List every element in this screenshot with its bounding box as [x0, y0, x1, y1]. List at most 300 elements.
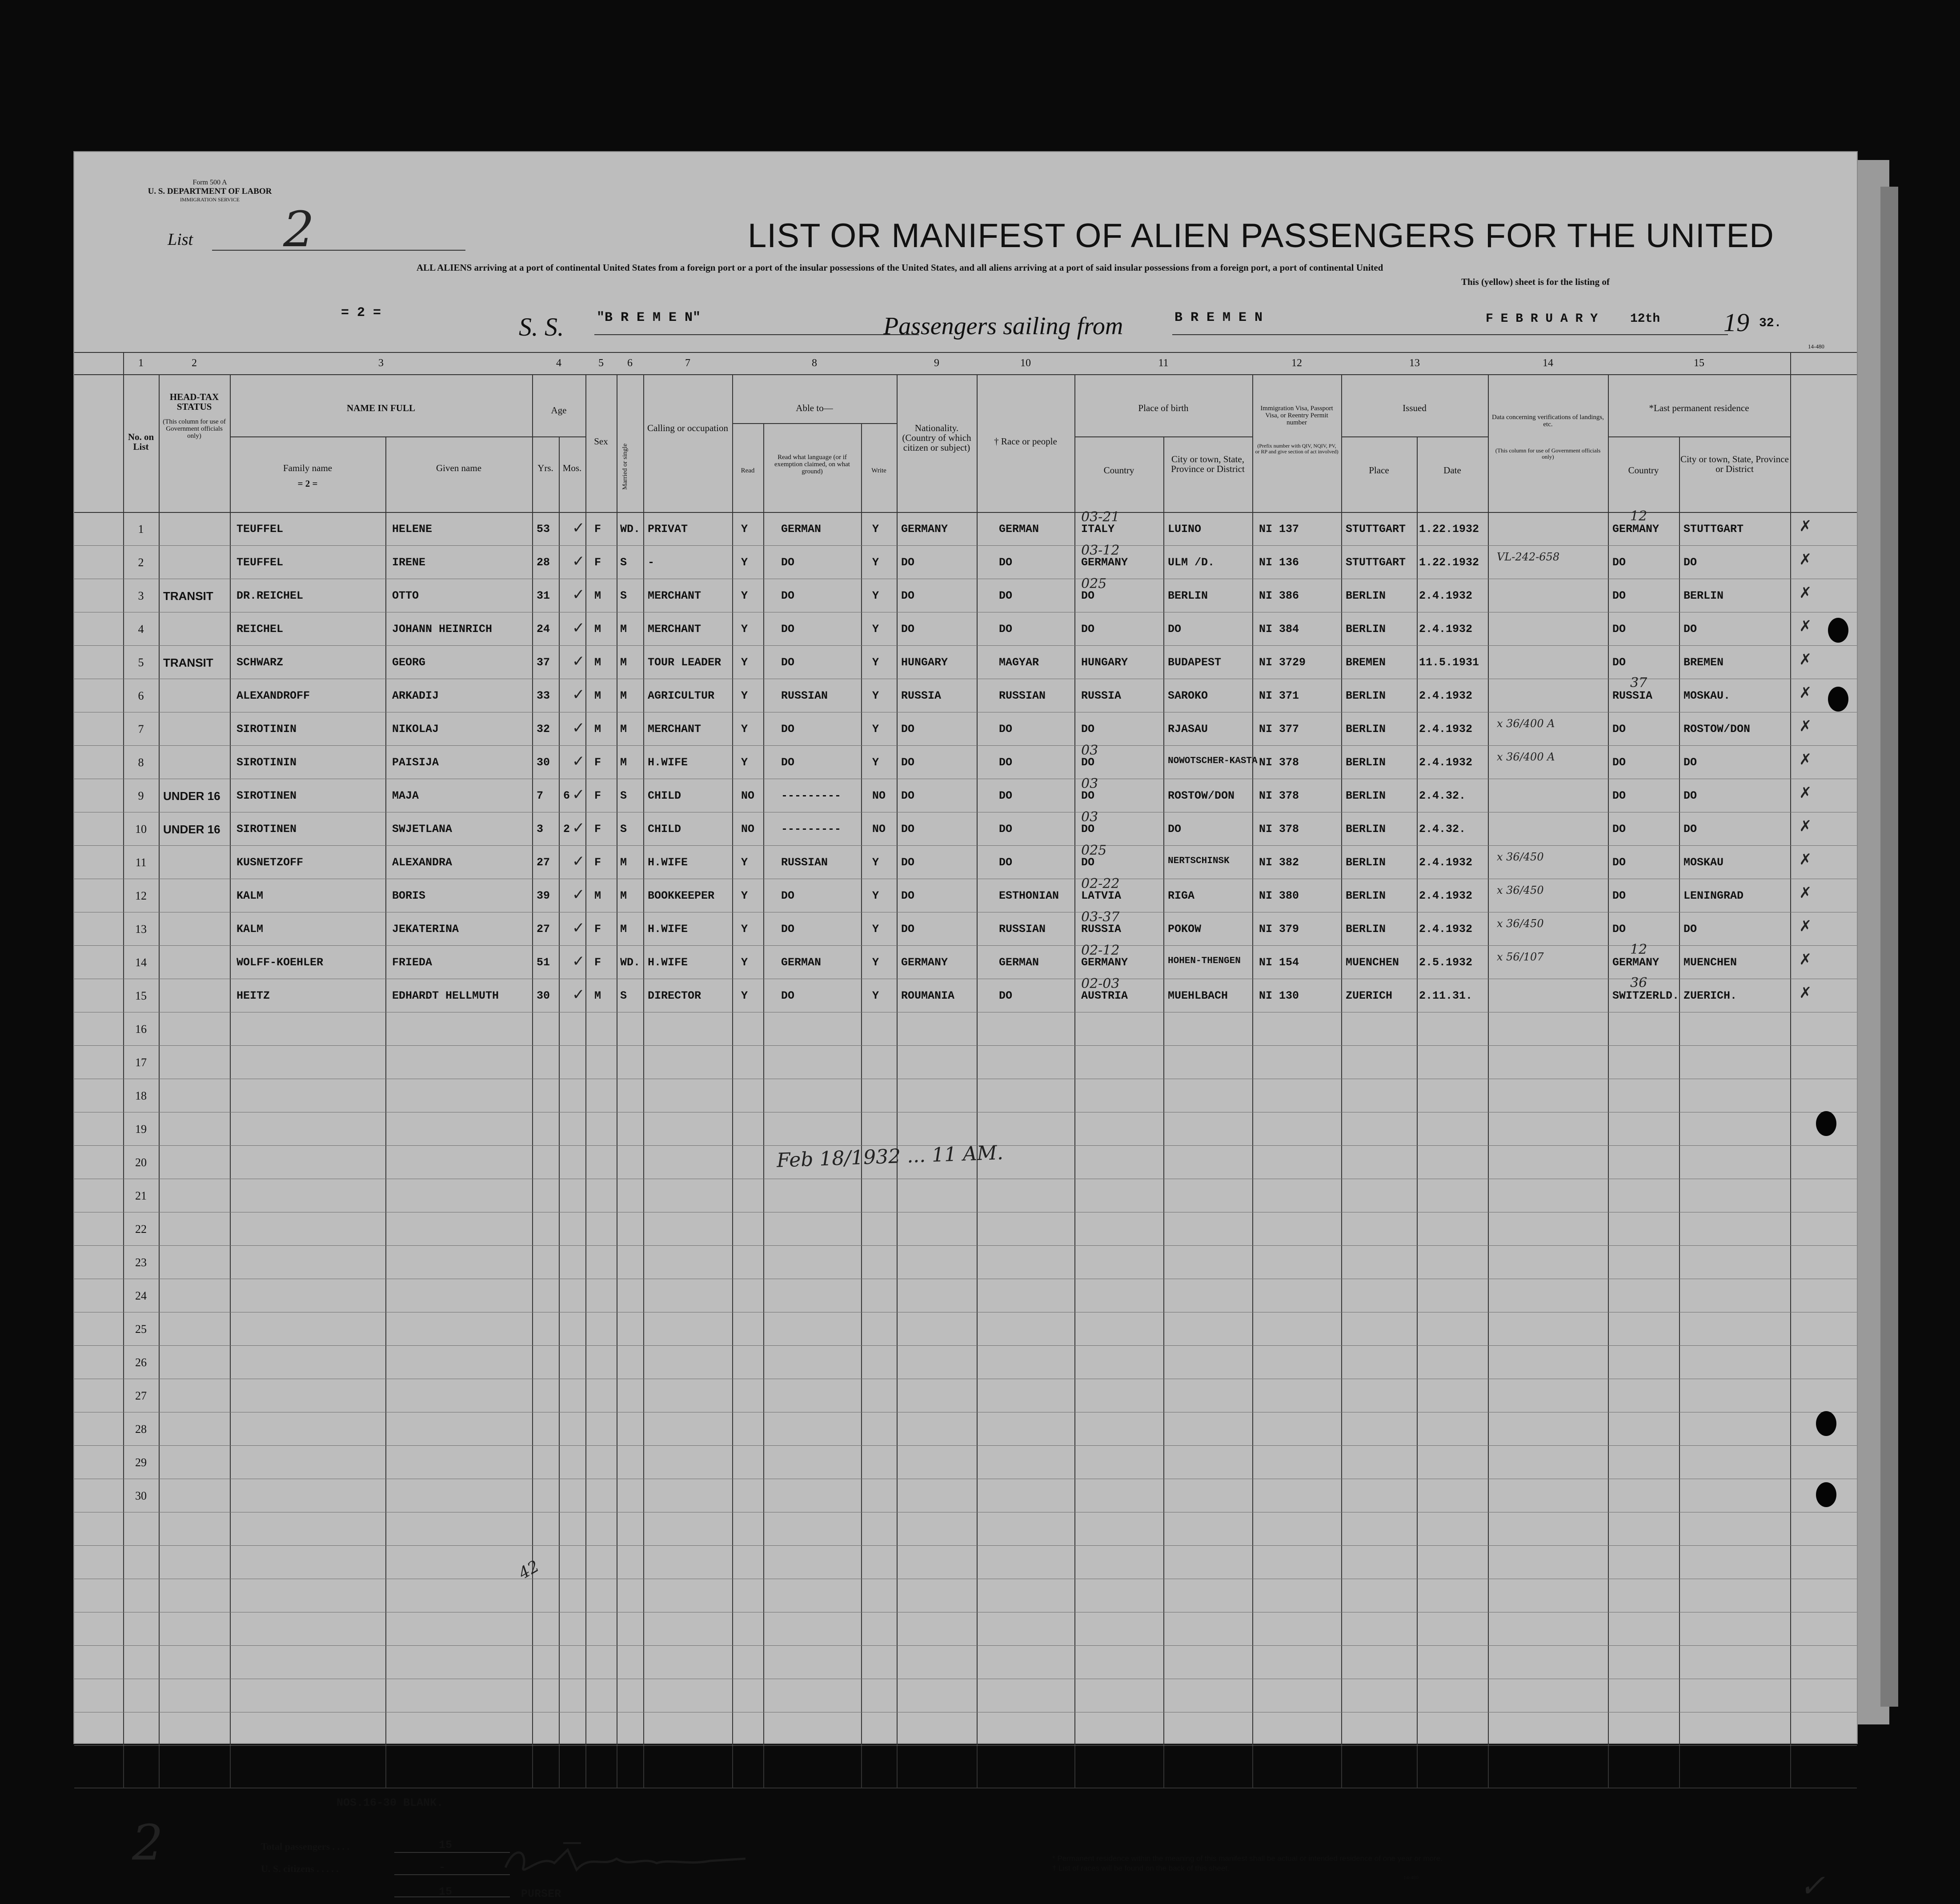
residence-country-cell: GERMANY: [1612, 956, 1659, 969]
nationality-cell: GERMANY: [901, 523, 948, 536]
birth-city-cell: SAROKO: [1168, 689, 1208, 702]
occupation-cell: TOUR LEADER: [648, 656, 721, 669]
table-top-rule: [74, 352, 1857, 353]
header-race: † Race or people: [994, 436, 1057, 447]
birth-code-annotation: 03: [1081, 809, 1098, 825]
residence-cross-mark: ✗: [1799, 951, 1812, 968]
occupation-cell: H.WIFE: [648, 756, 688, 769]
given-name-cell: PAISIJA: [392, 756, 439, 769]
age-check-mark: ✓: [572, 852, 585, 870]
read-cell: Y: [741, 956, 748, 969]
age-check-mark: ✓: [572, 586, 585, 604]
age-check-mark: ✓: [572, 719, 585, 737]
header-landings-note: (This column for use of Government officials only): [1495, 447, 1601, 460]
colnum-1: 1: [138, 357, 144, 369]
department-name: U. S. DEPARTMENT OF LABOR: [148, 187, 272, 196]
residence-cross-mark: ✗: [1799, 851, 1812, 868]
vrule: [1341, 374, 1342, 1788]
visa-number-cell: NI 378: [1259, 823, 1299, 836]
marital-status-cell: M: [620, 656, 627, 669]
head-tax-status-cell: TRANSIT: [163, 656, 213, 669]
race-cell: DO: [999, 723, 1013, 736]
race-cell: DO: [999, 623, 1013, 636]
vrule: [763, 423, 764, 1788]
header-res-city: City or town, State, Province or District: [1680, 454, 1789, 475]
sex-cell: M: [594, 989, 601, 1002]
visa-number-cell: NI 154: [1259, 956, 1299, 969]
marital-status-cell: S: [620, 823, 627, 836]
read-cell: Y: [741, 523, 748, 536]
colnum-4: 4: [556, 357, 561, 369]
vrule: [1074, 374, 1075, 1788]
total-passengers-line: [394, 1852, 510, 1853]
race-cell: RUSSIAN: [999, 689, 1046, 702]
marital-status-cell: M: [620, 756, 627, 769]
header-visa: Immigration Visa, Passport Visa, or Reentry Permit number: [1260, 405, 1333, 426]
family-name-cell: TEUFFEL: [236, 556, 284, 569]
nationality-cell: DO: [901, 856, 915, 869]
list-number: 2: [283, 201, 314, 258]
issued-place-cell: BERLIN: [1346, 689, 1386, 702]
read-language-cell: DO: [781, 989, 795, 1002]
age-check-mark: ✓: [572, 752, 585, 770]
row-number: 15: [135, 989, 147, 1002]
header-read: Read: [741, 467, 755, 474]
year-suffix: 32.: [1759, 316, 1782, 330]
birth-city-cell: BERLIN: [1168, 589, 1208, 602]
sex-cell: M: [594, 623, 601, 636]
read-language-cell: DO: [781, 923, 795, 936]
given-name-cell: FRIEDA: [392, 956, 433, 969]
row-number: 8: [138, 756, 144, 769]
header-yrs: Yrs.: [537, 463, 553, 473]
nationality-cell: GERMANY: [901, 956, 948, 969]
residence-country-cell: DO: [1612, 589, 1626, 602]
residence-country-cell: RUSSIA: [1612, 689, 1653, 702]
occupation-cell: AGRICULTUR: [648, 689, 715, 702]
vrule: [977, 374, 978, 1788]
nationality-cell: DO: [901, 756, 915, 769]
issued-place-cell: MUENCHEN: [1346, 956, 1399, 969]
manifest-title: LIST OR MANIFEST OF ALIEN PASSENGERS FOR THE UNITED: [748, 217, 1774, 255]
issued-date-cell: 2.4.1932: [1419, 756, 1473, 769]
issued-date-cell: 2.4.1932: [1419, 889, 1473, 902]
issued-place-cell: BERLIN: [1346, 889, 1386, 902]
third-total-value: 15: [439, 1885, 453, 1898]
residence-city-cell: DO: [1683, 789, 1697, 802]
landing-reference: x 36/450: [1497, 851, 1544, 863]
marital-status-cell: M: [620, 889, 627, 902]
read-cell: Y: [741, 589, 748, 602]
header-married: Married or single: [621, 443, 629, 490]
row-rule: [74, 1345, 1857, 1346]
age-check-mark: ✓: [572, 919, 585, 937]
top-right-code: 14-480: [1808, 343, 1824, 350]
residence-code-annotation: 12: [1630, 942, 1647, 957]
birth-code-annotation: 02-03: [1081, 976, 1120, 992]
marital-status-cell: M: [620, 689, 627, 702]
vrule: [732, 374, 733, 1788]
age-years-cell: 53: [537, 523, 550, 536]
residence-code-annotation: 37: [1630, 675, 1647, 691]
age-years-cell: 37: [537, 656, 550, 669]
residence-city-cell: MOSKAU.: [1683, 689, 1731, 702]
read-language-cell: ---------: [781, 823, 842, 836]
family-name-cell: KALM: [236, 889, 264, 902]
write-cell: Y: [872, 923, 879, 936]
birth-code-annotation: 02-22: [1081, 876, 1120, 892]
given-name-cell: NIKOLAJ: [392, 723, 439, 736]
header-landings: Data concerning verifications of landings, etc.: [1492, 414, 1604, 428]
ship-name: "B R E M E N": [597, 310, 701, 325]
read-cell: Y: [741, 756, 748, 769]
residence-cross-mark: ✗: [1799, 751, 1812, 768]
nationality-cell: DO: [901, 823, 915, 836]
us-citizens-label: U. S. citizens . . . . .: [261, 1863, 339, 1874]
write-cell: Y: [872, 556, 879, 569]
header-sex: Sex: [594, 436, 608, 447]
family-name-cell: SIROTINEN: [236, 789, 297, 802]
birth-country-cell: DO: [1081, 723, 1095, 736]
race-cell: DO: [999, 823, 1013, 836]
landing-reference: x 36/450: [1497, 917, 1544, 930]
age-check-mark: ✓: [572, 552, 585, 570]
family-name-cell: KALM: [236, 923, 264, 936]
header-write: Write: [871, 467, 886, 474]
year-prefix: 19: [1724, 308, 1749, 337]
row-number: 26: [135, 1356, 147, 1369]
race-cell: DO: [999, 756, 1013, 769]
row-number: 19: [135, 1123, 147, 1136]
sex-cell: M: [594, 889, 601, 902]
read-language-cell: GERMAN: [781, 523, 822, 536]
age-years-cell: 32: [537, 723, 550, 736]
occupation-cell: PRIVAT: [648, 523, 688, 536]
given-name-cell: GEORG: [392, 656, 426, 669]
head-tax-status-cell: UNDER 16: [163, 823, 220, 836]
birth-city-cell: MUEHLBACH: [1168, 989, 1228, 1002]
punch-hole: [1828, 618, 1848, 643]
issued-place-cell: BERLIN: [1346, 756, 1386, 769]
birth-country-cell: RUSSIA: [1081, 923, 1122, 936]
colnum-8: 8: [812, 357, 817, 369]
write-cell: Y: [872, 989, 879, 1002]
us-citizens-line: [394, 1874, 510, 1875]
issued-date-cell: 2.4.1932: [1419, 923, 1473, 936]
row-number: 13: [135, 923, 147, 936]
birth-city-cell: RIGA: [1168, 889, 1195, 902]
residence-cross-mark: ✗: [1799, 784, 1812, 802]
purser-label: PURSER: [521, 1888, 561, 1900]
visa-number-cell: NI 136: [1259, 556, 1299, 569]
age-years-cell: 30: [537, 989, 550, 1002]
row-number: 3: [138, 589, 144, 602]
row-rule: [74, 1545, 1857, 1546]
header-res-country: Country: [1628, 465, 1659, 476]
blank-note: NOS.16-30 BLANK.: [337, 1796, 444, 1809]
family-name-cell: SIROTINEN: [236, 823, 297, 836]
footnote-races: † List of races will be found on the back of this sheet.: [1052, 1864, 1230, 1872]
residence-country-cell: DO: [1612, 656, 1626, 669]
read-language-cell: DO: [781, 623, 795, 636]
birth-country-cell: AUSTRIA: [1081, 989, 1128, 1002]
read-cell: Y: [741, 889, 748, 902]
race-cell: DO: [999, 789, 1013, 802]
sex-cell: F: [594, 956, 601, 969]
row-rule: [74, 645, 1857, 646]
issued-place-cell: BERLIN: [1346, 856, 1386, 869]
age-years-cell: 7: [537, 789, 544, 802]
list-label: List: [168, 230, 193, 249]
colnum-7: 7: [685, 357, 690, 369]
residence-city-cell: BERLIN: [1683, 589, 1724, 602]
ship-label: S. S.: [519, 312, 564, 341]
birth-country-cell: LATVIA: [1081, 889, 1122, 902]
issued-date-cell: 2.4.32.: [1419, 823, 1466, 836]
landing-reference: x 36/400 A: [1497, 751, 1555, 763]
header-read-language: Read what language (or if exemption claimed, on what ground): [774, 454, 850, 475]
residence-country-cell: DO: [1612, 823, 1626, 836]
age-years-cell: 28: [537, 556, 550, 569]
family-name-cell: DR.REICHEL: [236, 589, 304, 602]
punch-hole: [1828, 687, 1848, 712]
read-language-cell: DO: [781, 589, 795, 602]
vrule: [897, 374, 898, 1788]
sailing-date-line: [1479, 334, 1728, 335]
vrule: [1252, 374, 1253, 1788]
header-visa-note: (Prefix number with QIV, NQIV, PV, or RP and give section of act involved): [1255, 443, 1339, 455]
write-cell: Y: [872, 889, 879, 902]
landing-reference: x 56/107: [1497, 951, 1544, 963]
row-number: 2: [138, 556, 144, 569]
residence-city-cell: MUENCHEN: [1683, 956, 1737, 969]
issued-date-cell: 2.4.1932: [1419, 723, 1473, 736]
sex-cell: F: [594, 923, 601, 936]
row-number: 16: [135, 1023, 147, 1036]
residence-city-cell: DO: [1683, 756, 1697, 769]
race-cell: DO: [999, 989, 1013, 1002]
issued-place-cell: STUTTGART: [1346, 523, 1406, 536]
row-number: 27: [135, 1389, 147, 1402]
punch-hole: [1816, 1482, 1836, 1507]
read-language-cell: DO: [781, 656, 795, 669]
row-number: 1: [138, 523, 144, 536]
header-able-to: Able to—: [796, 403, 833, 413]
row-rule: [74, 745, 1857, 746]
vrule: [585, 374, 586, 1788]
age-check-mark: ✓: [572, 519, 585, 537]
row-number: 29: [135, 1456, 147, 1469]
hrule: [1341, 436, 1488, 437]
row-number: 5: [138, 656, 144, 669]
write-cell: Y: [872, 956, 879, 969]
residence-country-cell: DO: [1612, 923, 1626, 936]
birth-city-cell: NOWOTSCHER-KASTA: [1168, 756, 1258, 766]
row-number: 9: [138, 789, 144, 802]
birth-code-annotation: 03-12: [1081, 543, 1120, 558]
residence-cross-mark: ✗: [1799, 617, 1812, 635]
occupation-cell: -: [648, 556, 655, 569]
residence-country-cell: DO: [1612, 856, 1626, 869]
birth-code-annotation: 03: [1081, 743, 1098, 758]
residence-country-cell: DO: [1612, 723, 1626, 736]
age-check-mark: ✓: [572, 819, 585, 837]
birth-country-cell: DO: [1081, 789, 1095, 802]
read-cell: Y: [741, 856, 748, 869]
write-cell: Y: [872, 756, 879, 769]
residence-city-cell: DO: [1683, 556, 1697, 569]
sex-cell: F: [594, 823, 601, 836]
residence-cross-mark: ✗: [1799, 651, 1812, 668]
nationality-cell: DO: [901, 789, 915, 802]
hrule: [732, 423, 897, 424]
family-name-cell: ALEXANDROFF: [236, 689, 310, 702]
visa-number-cell: NI 137: [1259, 523, 1299, 536]
age-years-cell: 31: [537, 589, 550, 602]
family-name-cell: SIROTININ: [236, 756, 297, 769]
marital-status-cell: S: [620, 556, 627, 569]
manifest-sheet: [73, 151, 1858, 1904]
age-check-mark: ✓: [572, 652, 585, 670]
race-cell: DO: [999, 556, 1013, 569]
sex-cell: M: [594, 723, 601, 736]
header-place-of-birth: Place of birth: [1138, 403, 1189, 413]
residence-cross-mark: ✗: [1799, 551, 1812, 568]
birth-city-cell: RJASAU: [1168, 723, 1208, 736]
age-years-cell: 27: [537, 923, 550, 936]
write-cell: NO: [872, 789, 886, 802]
residence-city-cell: DO: [1683, 823, 1697, 836]
birth-code-annotation: 03-37: [1081, 909, 1120, 925]
residence-cross-mark: ✗: [1799, 517, 1812, 535]
occupation-cell: MERCHANT: [648, 623, 701, 636]
sheet-mark: = 2 =: [341, 305, 381, 320]
vrule: [1488, 374, 1489, 1788]
write-cell: Y: [872, 589, 879, 602]
occupation-cell: H.WIFE: [648, 956, 688, 969]
us-citizens-value: -: [439, 1861, 446, 1874]
total-passengers-value: 15: [439, 1839, 453, 1852]
colnum-5: 5: [598, 357, 604, 369]
marital-status-cell: S: [620, 589, 627, 602]
colnum-11: 11: [1158, 357, 1169, 369]
row-number: 25: [135, 1323, 147, 1336]
occupation-cell: H.WIFE: [648, 856, 688, 869]
given-name-cell: BORIS: [392, 889, 426, 902]
race-cell: GERMAN: [999, 956, 1039, 969]
row-number: 10: [135, 823, 147, 836]
birth-code-annotation: 03: [1081, 776, 1098, 792]
header-mos: Mos.: [562, 463, 582, 473]
row-rule: [74, 545, 1857, 546]
nationality-cell: DO: [901, 556, 915, 569]
marital-status-cell: WD.: [620, 956, 641, 969]
total-passengers-label: Total passengers . . . .: [261, 1841, 350, 1852]
issued-date-cell: 11.5.1931: [1419, 656, 1479, 669]
age-years-cell: 33: [537, 689, 550, 702]
header-issued: Issued: [1403, 403, 1427, 413]
row-rule: [74, 1445, 1857, 1446]
age-years-cell: 24: [537, 623, 550, 636]
visa-number-cell: NI 371: [1259, 689, 1299, 702]
colnum-6: 6: [627, 357, 633, 369]
sailing-label: Passengers sailing from: [883, 312, 1123, 340]
age-years-cell: 51: [537, 956, 550, 969]
issued-date-cell: 2.4.32.: [1419, 789, 1466, 802]
residence-city-cell: DO: [1683, 923, 1697, 936]
residence-country-cell: DO: [1612, 789, 1626, 802]
occupation-cell: BOOKKEEPER: [648, 889, 715, 902]
age-check-mark: ✓: [572, 952, 585, 970]
header-issued-place: Place: [1369, 465, 1389, 476]
birth-country-cell: DO: [1081, 589, 1095, 602]
issued-date-cell: 1.22.1932: [1419, 556, 1479, 569]
residence-city-cell: MOSKAU: [1683, 856, 1724, 869]
family-name-cell: HEITZ: [236, 989, 270, 1002]
header-birth-city: City or town, State, Province or District: [1171, 454, 1245, 475]
read-cell: NO: [741, 823, 755, 836]
given-name-cell: JEKATERINA: [392, 923, 459, 936]
sex-cell: M: [594, 589, 601, 602]
head-tax-status-cell: UNDER 16: [163, 789, 220, 803]
header-head-tax: HEAD-TAX STATUS: [169, 392, 219, 412]
underlying-page-edge-2: [1880, 187, 1898, 1707]
row-rule: [74, 1245, 1857, 1246]
row-rule: [74, 1645, 1857, 1646]
service-name: IMMIGRATION SERVICE: [180, 196, 240, 203]
birth-city-cell: HOHEN-THENGEN: [1168, 956, 1241, 966]
issued-place-cell: BERLIN: [1346, 623, 1386, 636]
residence-cross-mark: ✗: [1799, 584, 1812, 602]
header-age: Age: [551, 405, 567, 416]
residence-city-cell: DO: [1683, 623, 1697, 636]
row-number: 22: [135, 1223, 147, 1236]
birth-city-cell: NERTSCHINSK: [1168, 856, 1230, 866]
row-rule: [74, 845, 1857, 846]
write-cell: Y: [872, 856, 879, 869]
nationality-cell: HUNGARY: [901, 656, 948, 669]
nationality-cell: ROUMANIA: [901, 989, 955, 1002]
birth-city-cell: DO: [1168, 823, 1182, 836]
birth-city-cell: BUDAPEST: [1168, 656, 1222, 669]
read-cell: Y: [741, 989, 748, 1002]
row-number: 28: [135, 1423, 147, 1436]
footnote-residence: * Permanent residence within the meaning of this manifest shall be actual or intended residence of one year or more.: [1052, 1854, 1443, 1863]
residence-cross-mark: ✗: [1799, 717, 1812, 735]
marital-status-cell: M: [620, 623, 627, 636]
residence-city-cell: ROSTOW/DON: [1683, 723, 1751, 736]
colnum-15: 15: [1694, 357, 1704, 369]
list-number-line: [212, 219, 465, 251]
birth-country-cell: GERMANY: [1081, 956, 1128, 969]
header-calling: Calling or occupation: [647, 423, 728, 433]
nationality-cell: DO: [901, 589, 915, 602]
hrule: [1074, 436, 1252, 437]
family-name-cell: SIROTININ: [236, 723, 297, 736]
vrule: [159, 374, 160, 1788]
read-language-cell: RUSSIAN: [781, 689, 828, 702]
read-language-cell: DO: [781, 556, 795, 569]
residence-cross-mark: ✗: [1799, 984, 1812, 1002]
sailing-port-line: [1172, 334, 1528, 335]
age-months-cell: 2: [563, 823, 570, 836]
visa-number-cell: NI 3729: [1259, 656, 1306, 669]
sailing-day: 12th: [1630, 312, 1660, 326]
visa-number-cell: NI 379: [1259, 923, 1299, 936]
hrule: [230, 436, 532, 437]
nationality-cell: DO: [901, 723, 915, 736]
age-check-mark: ✓: [572, 786, 585, 804]
